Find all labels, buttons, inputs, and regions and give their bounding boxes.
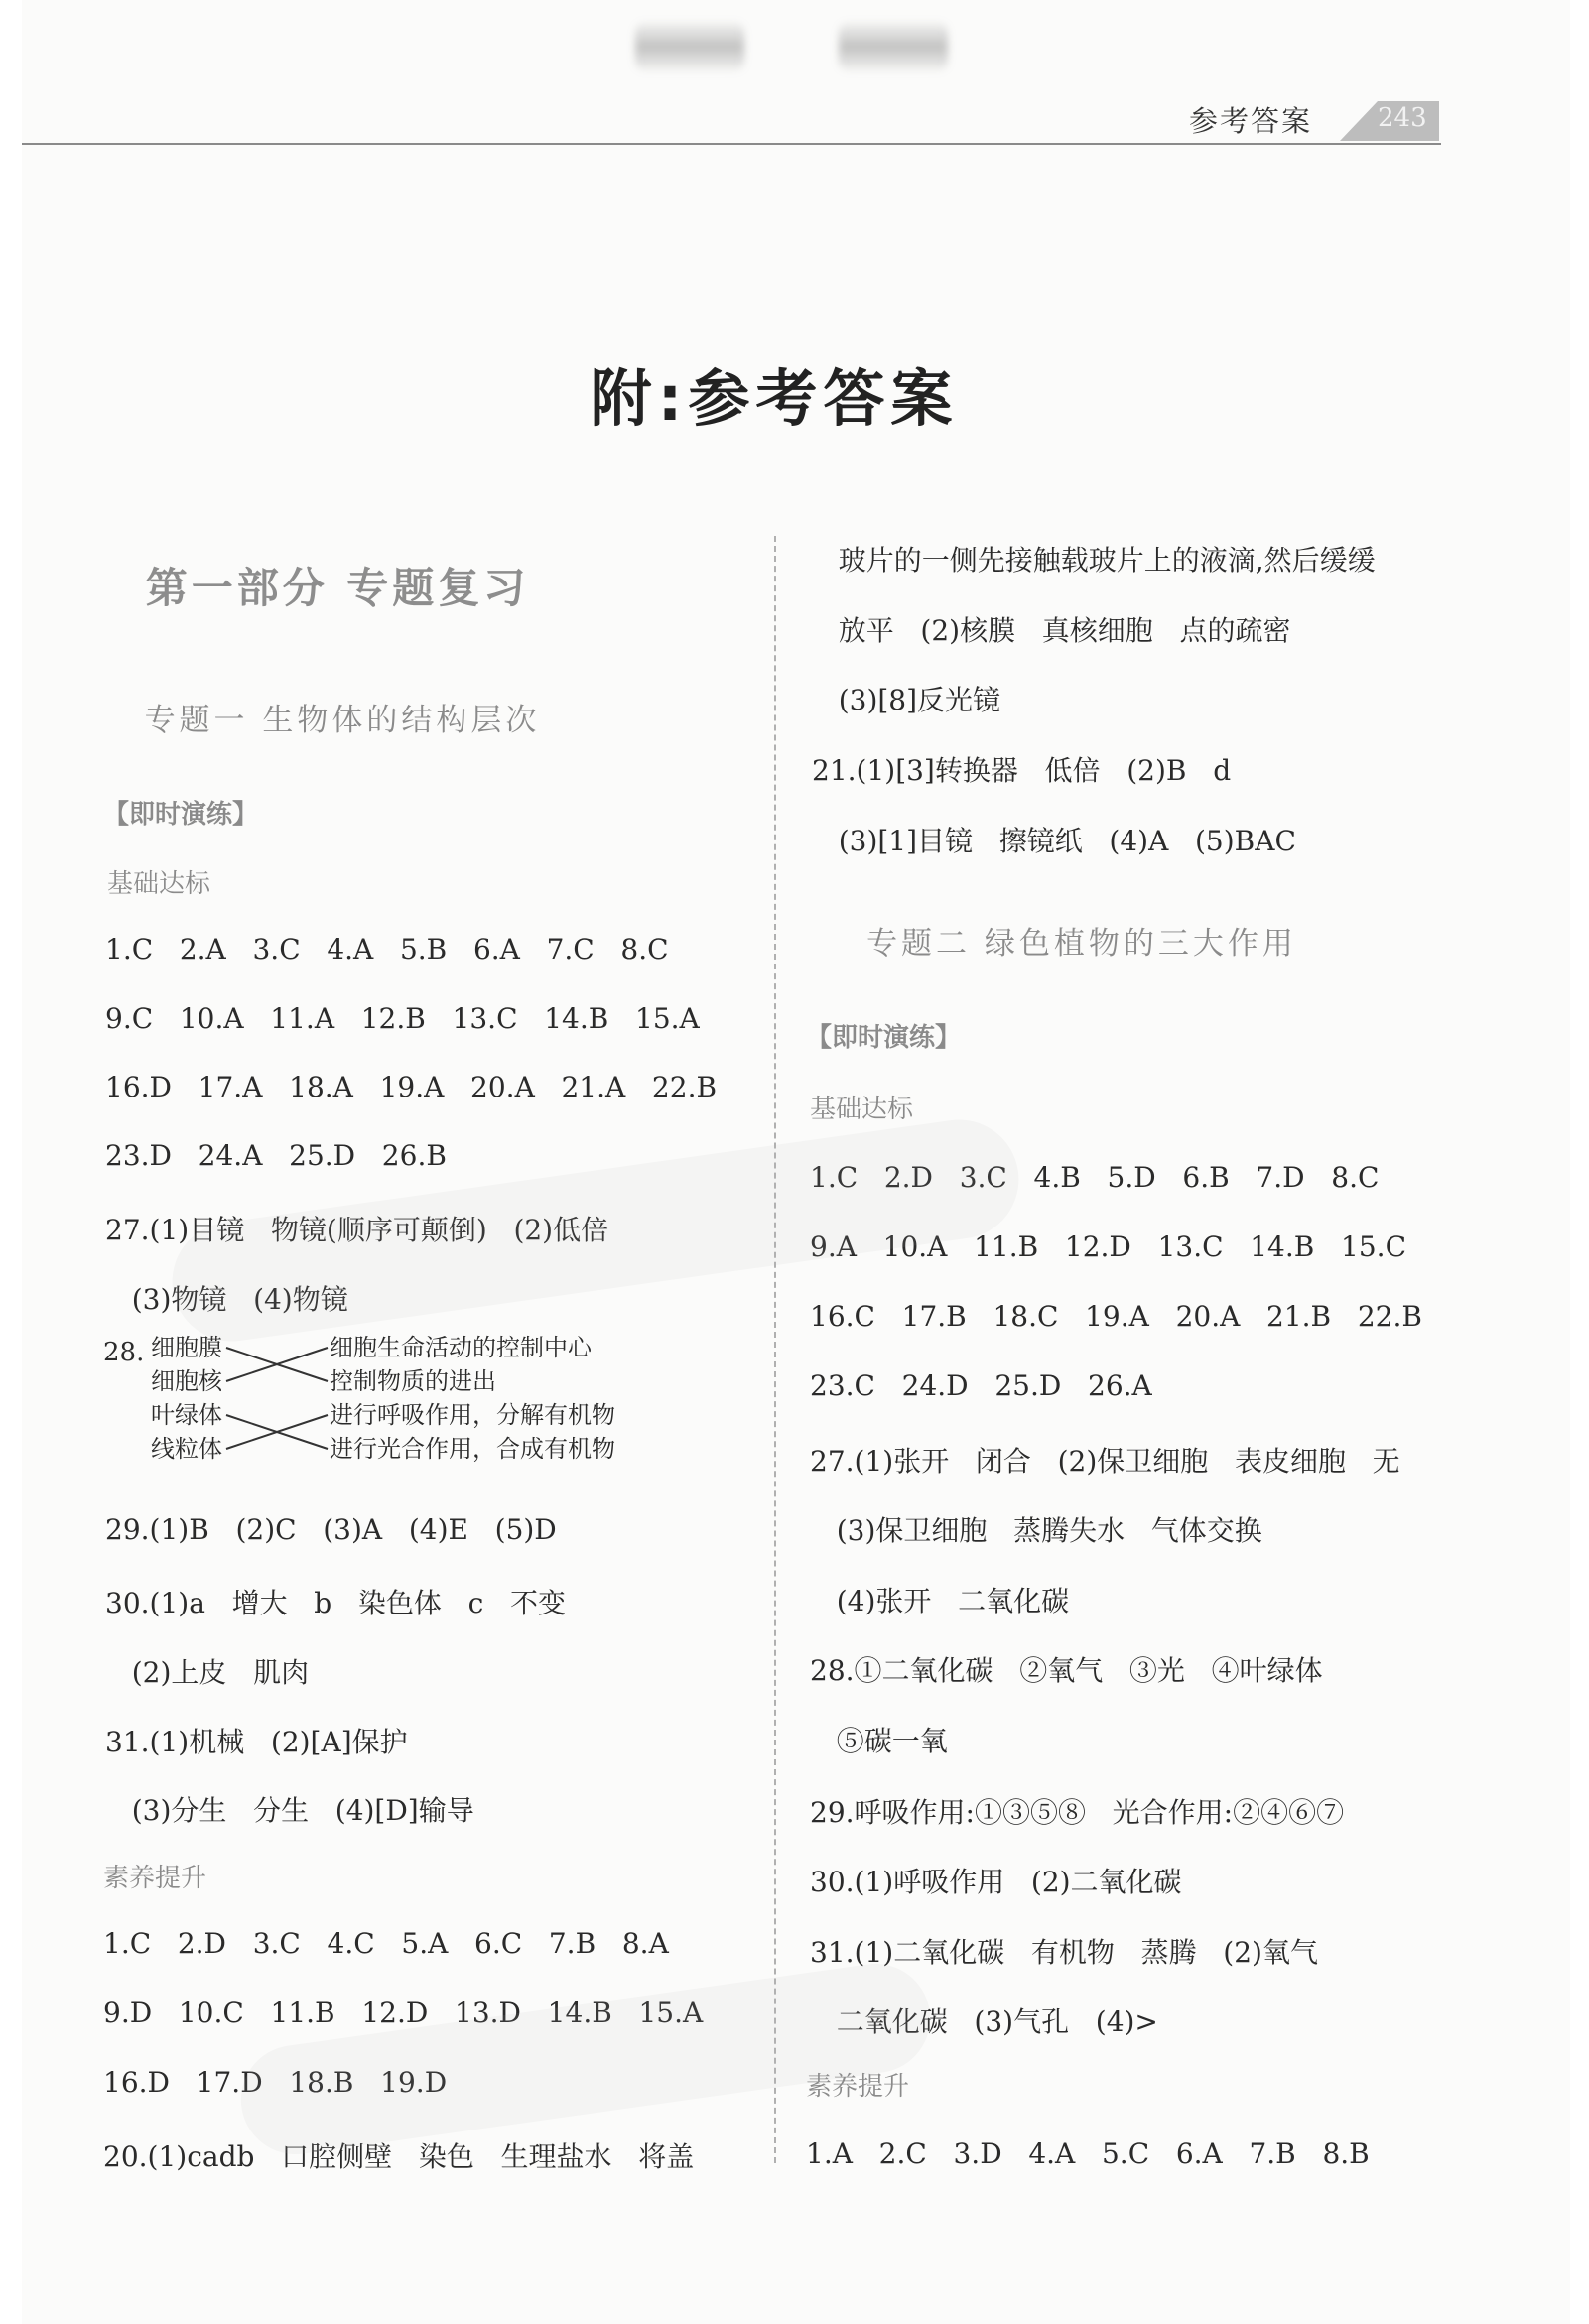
answer-line: (3)[1]目镜 擦镜纸 (4)A (5)BAC	[812, 825, 1296, 857]
answer-line: 16.D 17.D 18.B 19.D	[103, 2066, 448, 2099]
scan-smudge	[839, 22, 948, 71]
answer-line: 9.A 10.A 11.B 12.D 13.C 14.B 15.C	[810, 1230, 1406, 1263]
answer-line: ⑤碳一氧	[810, 1725, 948, 1757]
section-label: 【即时演练】	[103, 800, 259, 830]
answer-line: 27.(1)目镜 物镜(顺序可颠倒) (2)低倍	[105, 1214, 609, 1246]
answer-line: 31.(1)二氧化碳 有机物 蒸腾 (2)氧气	[810, 1936, 1318, 1969]
answer-line: 二氧化碳 (3)气孔 (4)>	[810, 2005, 1158, 2038]
part-title: 第一部分 专题复习	[145, 564, 530, 612]
answer-line: (3)[8]反光镜	[812, 684, 1001, 716]
answer-line: 1.C 2.D 3.C 4.B 5.D 6.B 7.D 8.C	[810, 1161, 1380, 1194]
match-right-item: 进行光合作用，合成有机物	[330, 1435, 615, 1463]
answer-line: 1.C 2.A 3.C 4.A 5.B 6.A 7.C 8.C	[105, 933, 669, 966]
subsection-label: 素养提升	[103, 1864, 207, 1893]
answer-line: 16.C 17.B 18.C 19.A 20.A 21.B 22.B	[810, 1300, 1422, 1333]
answer-line: 23.C 24.D 25.D 26.A	[810, 1369, 1152, 1402]
answer-line: 9.D 10.C 11.B 12.D 13.D 14.B 15.A	[103, 1997, 704, 2029]
main-title: 附:参考答案	[590, 362, 959, 435]
match-right-item: 进行呼吸作用，分解有机物	[330, 1401, 615, 1429]
match-right-item: 控制物质的进出	[330, 1367, 496, 1395]
match-left-item: 细胞膜	[151, 1334, 222, 1361]
section-label: 【即时演练】	[806, 1023, 962, 1053]
answer-line: 放平 (2)核膜 真核细胞 点的疏密	[812, 614, 1291, 647]
match-left-item: 细胞核	[151, 1367, 222, 1395]
answer-line: 30.(1)a 增大 b 染色体 c 不变	[105, 1587, 566, 1619]
answer-line: (3)物镜 (4)物镜	[105, 1283, 348, 1316]
subsection-label: 素养提升	[806, 2072, 910, 2102]
header-rule	[22, 143, 1441, 145]
matching-diagram	[99, 1330, 655, 1479]
answer-line: 29.(1)B (2)C (3)A (4)E (5)D	[105, 1513, 557, 1546]
answer-line: 29.呼吸作用:①③⑤⑧ 光合作用:②④⑥⑦	[810, 1796, 1345, 1829]
answer-line: 9.C 10.A 11.A 12.B 13.C 14.B 15.A	[105, 1002, 700, 1035]
answer-line: 1.C 2.D 3.C 4.C 5.A 6.C 7.B 8.A	[103, 1927, 669, 1960]
question-number: 28.	[103, 1338, 145, 1367]
answer-line: (2)上皮 肌肉	[105, 1656, 310, 1689]
answer-line: 23.D 24.A 25.D 26.B	[105, 1139, 447, 1172]
answer-line: 30.(1)呼吸作用 (2)二氧化碳	[810, 1866, 1182, 1898]
column-divider	[774, 536, 776, 2163]
answer-line: 20.(1)cadb 口腔侧壁 染色 生理盐水 将盖	[103, 2140, 695, 2173]
subsection-label: 基础达标	[107, 869, 211, 899]
answer-line: 28.①二氧化碳 ②氧气 ③光 ④叶绿体	[810, 1654, 1323, 1687]
answer-line: (3)保卫细胞 蒸腾失水 气体交换	[810, 1514, 1262, 1547]
topic-heading: 专题二 绿色植物的三大作用	[866, 926, 1297, 962]
scan-smudge	[635, 22, 744, 71]
answer-line: (3)分生 分生 (4)[D]输导	[105, 1794, 474, 1827]
match-left-item: 线粒体	[151, 1435, 222, 1463]
answer-line: 21.(1)[3]转换器 低倍 (2)B d	[812, 754, 1232, 787]
page-number: 243	[1378, 103, 1427, 133]
match-left-item: 叶绿体	[151, 1401, 222, 1429]
match-right-item: 细胞生命活动的控制中心	[330, 1334, 592, 1361]
answer-line: (4)张开 二氧化碳	[810, 1585, 1070, 1617]
running-title: 参考答案	[1189, 104, 1313, 138]
subsection-label: 基础达标	[810, 1095, 914, 1124]
answer-line: 16.D 17.A 18.A 19.A 20.A 21.A 22.B	[105, 1071, 718, 1103]
answer-line: 31.(1)机械 (2)[A]保护	[105, 1726, 408, 1758]
topic-heading: 专题一 生物体的结构层次	[144, 703, 541, 738]
answer-line: 玻片的一侧先接触载玻片上的液滴,然后缓缓	[812, 544, 1376, 577]
answer-line: 1.A 2.C 3.D 4.A 5.C 6.A 7.B 8.B	[806, 2137, 1370, 2170]
answer-line: 27.(1)张开 闭合 (2)保卫细胞 表皮细胞 无	[810, 1445, 1400, 1478]
